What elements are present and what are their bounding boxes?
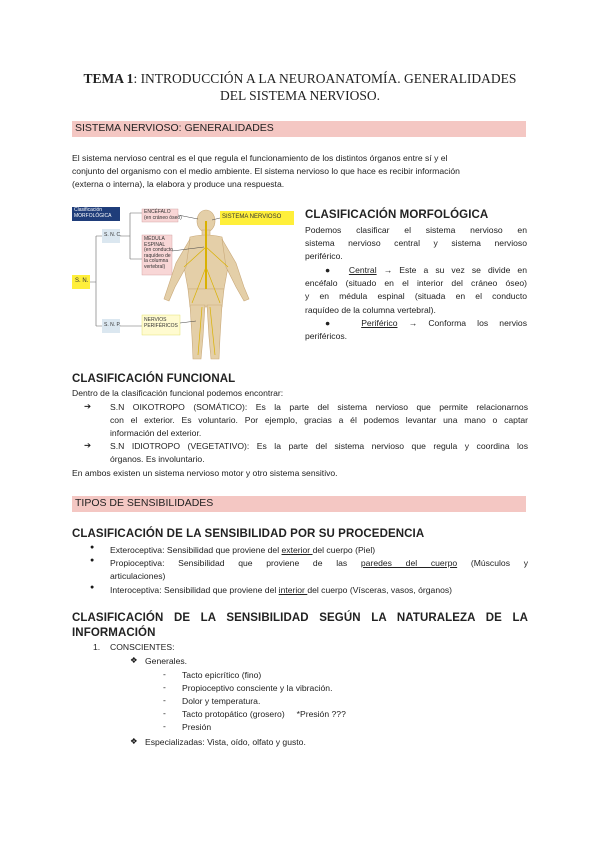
text: Exteroceptiva: Sensibilidad que proviene del [110,545,282,555]
nervous-system-figure [72,207,298,365]
figure-snc-label: S. N. C. [104,232,122,238]
text: del cuerpo (Vísceras, vasos, órganos) [307,585,453,595]
figure-label-line: NERVIOS [144,317,167,323]
figure-label-line: vertebral) [144,263,166,270]
list-number: 1. [93,642,101,652]
generales-item: Tacto protopático (grosero) *Presión ??? [182,709,346,719]
procedencia-item-1 [110,544,375,557]
figure-snp-label: S. N. P. [104,322,121,328]
bullet-dot: ● [90,544,95,551]
figure-sn-label: S. N. [75,278,89,284]
funcional-line: órganos. Es involuntario. [110,454,205,465]
morfologica-central [305,264,527,317]
figure-label-line: MÉDULA [144,236,165,242]
heading-morfologica: CLASIFICACIÓN MORFOLÓGICA [305,209,489,221]
title-bold: TEMA 1 [83,71,134,86]
central-text: → Este a su vez se divide en [376,265,527,275]
central-text: raquídeo de la columna vertebral). [305,304,436,315]
central-text: y en médula espinal (situada en el conducto [305,291,527,302]
figure-label-line: Clasificación [74,207,103,213]
dash-bullet: - [163,682,166,692]
figure-encefalo-label [144,210,182,221]
underlined-text: interior [278,585,308,595]
central-term: Central [348,265,377,275]
central-text: encéfalo (situado en el interior del cráneo óseo) [305,278,527,289]
figure-label-line: ENCÉFALO [144,209,171,215]
dash-bullet: - [163,695,166,705]
dash-bullet: - [163,708,166,718]
section-heading-text: TIPOS DE SENSIBILIDADES [75,497,214,509]
figure-label-line: PERIFÉRICOS [144,322,178,329]
text: del cuerpo (Piel) [312,545,376,555]
funcional-intro: Dentro de la clasificación funcional podemos encontrar: [72,388,284,398]
generales-item: Dolor y temperatura. [182,696,261,706]
funcional-line: S.N IDIOTROPO (VEGETATIVO): Es la parte del sistema nervioso que regula y coordina los [110,441,528,451]
dash-bullet: - [163,721,166,731]
heading-procedencia: CLASIFICACIÓN DE LA SENSIBILIDAD POR SU PROCEDENCIA [72,528,425,540]
intro-line: El sistema nervioso central es el que regula el funcionamiento de los distintos órganos entre sí y el [72,153,448,163]
funcional-item-2 [110,440,528,466]
intro-paragraph [72,152,528,192]
body-illustration [72,207,298,365]
funcional-closing: En ambos existen un sistema nervioso motor y otro sistema sensitivo. [72,468,338,478]
figure-medula-label [144,237,173,271]
procedencia-item-3 [110,584,452,597]
underlined-text: paredes del cuerpo [360,558,458,568]
funcional-line: S.N OIKOTROPO (SOMÁTICO): Es la parte del sistema nervioso que permite relacionarnos [110,402,528,412]
figure-nervios-label [144,318,178,329]
figure-sistema-nervioso-label: SISTEMA NERVIOSO [222,214,282,220]
morfologica-line: Podemos clasificar el sistema nervioso en [305,225,527,235]
arrow-bullet: ➔ [84,401,92,411]
figure-label-line: MORFOLÓGICA [74,212,112,219]
title-line2: DEL SISTEMA NERVIOSO. [219,88,381,103]
heading-naturaleza-line1: CLASIFICACIÓN DE LA SENSIBILIDAD SEGÚN LA NATURALEZA DE LA [72,612,528,624]
periferico-text: → Conforma los nervios [397,318,527,328]
dash-bullet: - [163,669,166,679]
generales-item: Presión [182,722,212,732]
morfologica-line: periférico. [305,251,343,262]
heading-naturaleza-line2: INFORMACIÓN [72,627,156,639]
generales-item: Tacto epicrítico (fino) [182,670,262,680]
title-rest: : INTRODUCCIÓN A LA NEUROANATOMÍA. GENERALIDADES [133,71,517,86]
periferico-term: Periférico [361,318,398,328]
bullet-dot: ● [90,584,95,591]
figure-label-line: (en cráneo óseo) [144,214,182,221]
funcional-line: con el exterior. Es voluntario. Por ejemplo, gracias a él podemos levantar una mano o captar [110,415,528,426]
page-title [60,70,540,104]
figure-label-line: la columna [144,258,169,265]
text: articulaciones) [110,571,166,582]
text: (Músculos y [457,558,528,568]
morfologica-intro [305,224,527,264]
morfologica-line: sistema nervioso central y sistema nervioso [305,238,527,249]
funcional-item-1 [110,401,528,441]
section-heading-generalidades [72,121,526,137]
conscientes-label: CONSCIENTES: [110,642,175,652]
morfologica-periferico [305,317,527,343]
figure-label-line: ESPINAL [144,241,166,248]
figure-label-line: (en conducto [144,247,173,254]
text: Interoceptiva: Sensibilidad que proviene del [110,585,279,595]
diamond-bullet: ❖ [130,736,138,746]
generales-label: Generales. [145,656,188,666]
procedencia-item-2 [110,557,528,583]
figure-classif-label [74,208,112,219]
underlined-text: exterior [281,545,313,555]
funcional-line: información del exterior. [110,428,202,439]
intro-line: conjunto del organismo con el medio ambiente. El sistema nervioso lo que hace es recibir información [72,166,460,177]
figure-label-line: raquídeo de [144,252,171,259]
periferico-text: periféricos. [305,331,348,342]
intro-line: (externa o interna), la elabora y produce una respuesta. [72,179,285,190]
bullet-dot: ● [325,265,349,275]
section-heading-sensibilidades [72,496,526,512]
text: Propioceptiva: Sensibilidad que proviene de las [110,558,361,568]
arrow-bullet: ➔ [84,440,92,450]
especializadas-label: Especializadas: Vista, oído, olfato y gusto. [145,737,306,747]
bullet-dot: ● [90,557,95,564]
heading-funcional: CLASIFICACIÓN FUNCIONAL [72,373,236,385]
diamond-bullet: ❖ [130,655,138,665]
bullet-dot: ● [325,318,362,328]
section-heading-text: SISTEMA NERVIOSO: GENERALIDADES [75,122,274,134]
generales-item: Propioceptivo consciente y la vibración. [182,683,333,693]
